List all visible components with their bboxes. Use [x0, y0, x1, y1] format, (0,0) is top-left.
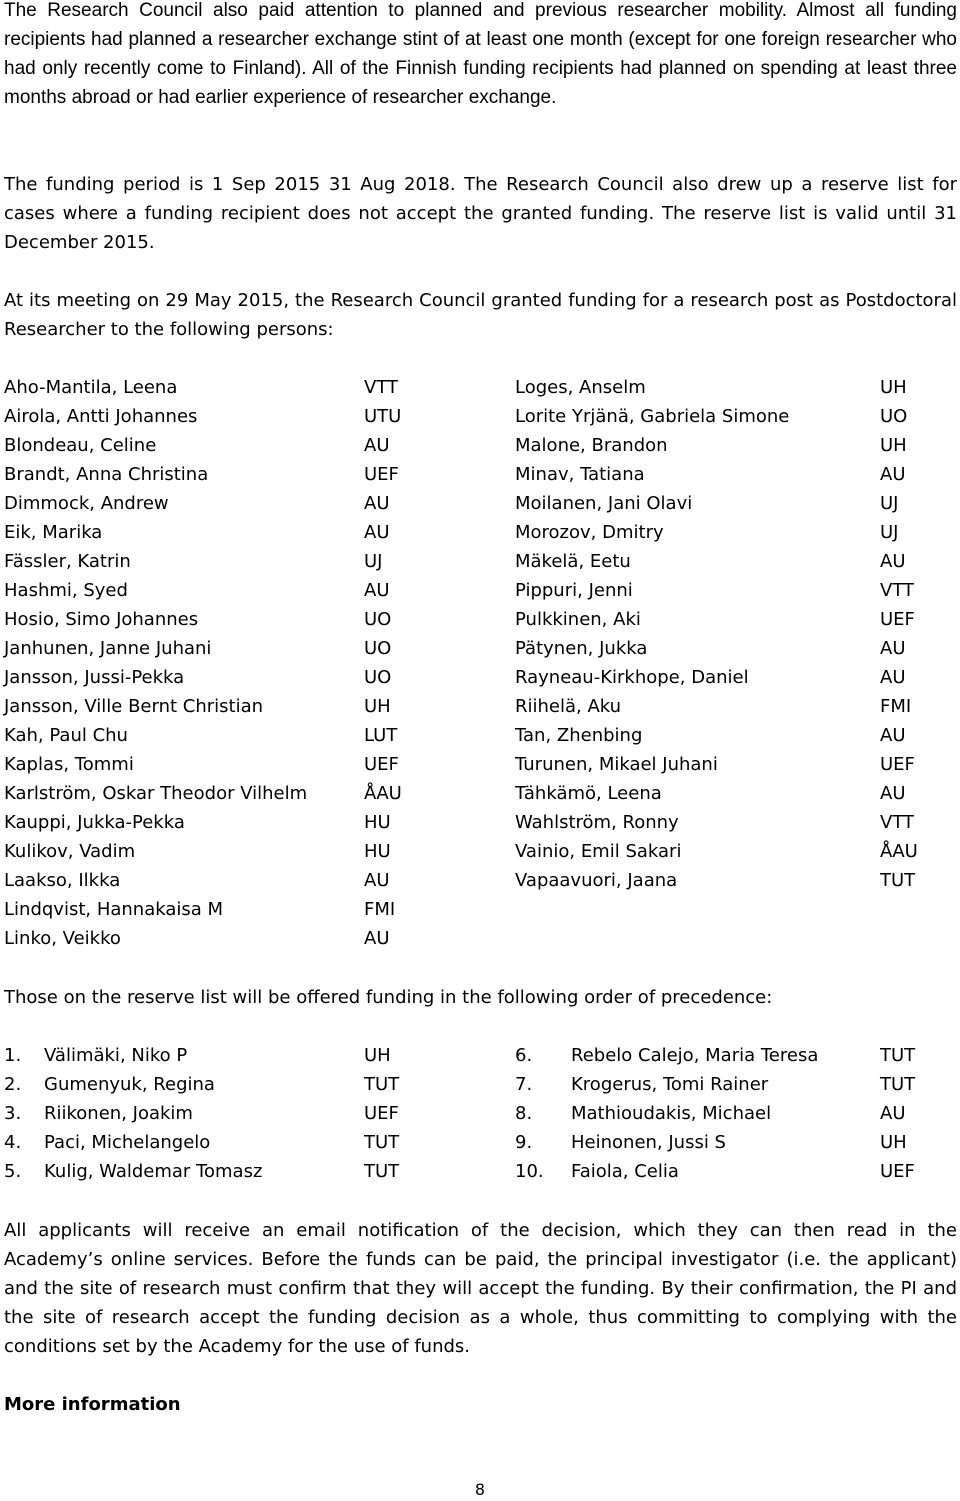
- reserve-rank: 4.: [4, 1132, 22, 1153]
- recipient-name: Tan, Zhenbing: [515, 725, 643, 746]
- recipient-name: Minav, Tatiana: [515, 464, 645, 485]
- table-row: [4, 721, 957, 750]
- reserve-organisation: TUT: [880, 1045, 916, 1066]
- reserve-rank: 3.: [4, 1103, 22, 1124]
- recipient-organisation: AU: [880, 638, 906, 659]
- table-row: [4, 1157, 957, 1186]
- reserve-name: Rebelo Calejo, Maria Teresa: [571, 1045, 819, 1066]
- reserve-rank: 10.: [515, 1161, 544, 1182]
- recipient-name: Dimmock, Andrew: [4, 493, 169, 514]
- recipient-organisation: AU: [880, 725, 906, 746]
- recipient-name: Pätynen, Jukka: [515, 638, 648, 659]
- table-row: [4, 576, 957, 605]
- recipient-name: Kaplas, Tommi: [4, 754, 134, 775]
- recipient-organisation: TUT: [880, 870, 916, 891]
- recipient-name: Morozov, Dmitry: [515, 522, 664, 543]
- recipient-name: Vapaavuori, Jaana: [515, 870, 678, 891]
- table-row: [4, 431, 957, 460]
- reserve-organisation: TUT: [364, 1074, 400, 1095]
- reserve-list-table: [4, 1041, 957, 1186]
- recipient-organisation: AU: [364, 522, 390, 543]
- recipient-name: Pulkkinen, Aki: [515, 609, 641, 630]
- recipient-organisation: AU: [364, 928, 390, 949]
- recipient-name: Kauppi, Jukka-Pekka: [4, 812, 185, 833]
- page-number: 8: [474, 1480, 486, 1499]
- recipient-organisation: VTT: [880, 580, 914, 601]
- recipient-name: Kah, Paul Chu: [4, 725, 128, 746]
- reserve-rank: 5.: [4, 1161, 22, 1182]
- recipient-organisation: UO: [364, 638, 392, 659]
- recipient-name: Kulikov, Vadim: [4, 841, 136, 862]
- recipient-organisation: UJ: [880, 493, 899, 514]
- recipient-organisation: UEF: [880, 609, 915, 630]
- recipient-organisation: VTT: [880, 812, 914, 833]
- reserve-name: Kulig, Waldemar Tomasz: [44, 1161, 263, 1182]
- notification-paragraph: All applicants will receive an email notification of the decision, which they can then read in the Academy’s online services. Before the funds can be paid, the principal investigator (i.e. the applicant) and the site of research must confirm that they will accept the funding. By their confirmation, the PI and the site of research accept the funding decision as a whole, thus committing to complying with the conditions set by the Academy for the use of funds.: [4, 1220, 957, 1357]
- recipient-organisation: AU: [880, 464, 906, 485]
- recipient-name: Loges, Anselm: [515, 377, 646, 398]
- recipient-organisation: UJ: [880, 522, 899, 543]
- recipient-name: Hosio, Simo Johannes: [4, 609, 199, 630]
- reserve-name: Heinonen, Jussi S: [571, 1132, 726, 1153]
- reserve-name: Riikonen, Joakim: [44, 1103, 193, 1124]
- reserve-organisation: UH: [880, 1132, 907, 1153]
- table-row: [4, 1099, 957, 1128]
- recipient-organisation: UH: [364, 696, 391, 717]
- recipient-name: Jansson, Jussi-Pekka: [4, 667, 185, 688]
- reserve-organisation: TUT: [364, 1132, 400, 1153]
- recipient-organisation: UTU: [364, 406, 402, 427]
- reserve-rank: 6.: [515, 1045, 533, 1066]
- recipient-name: Aho-Mantila, Leena: [4, 377, 178, 398]
- reserve-name: Faiola, Celia: [571, 1161, 679, 1182]
- recipient-name: Moilanen, Jani Olavi: [515, 493, 693, 514]
- recipient-organisation: HU: [364, 841, 391, 862]
- reserve-rank: 8.: [515, 1103, 533, 1124]
- recipient-name: Laakso, Ilkka: [4, 870, 121, 891]
- recipient-organisation: UEF: [880, 754, 915, 775]
- recipient-name: Tähkämö, Leena: [515, 783, 662, 804]
- table-row: [4, 634, 957, 663]
- recipient-name: Lindqvist, Hannakaisa M: [4, 899, 224, 920]
- recipient-organisation: UEF: [364, 464, 399, 485]
- table-row: [4, 1128, 957, 1157]
- reserve-name: Välimäki, Niko P: [44, 1045, 188, 1066]
- recipient-name: Eik, Marika: [4, 522, 103, 543]
- recipient-organisation: UJ: [364, 551, 383, 572]
- table-row: [4, 808, 957, 837]
- table-row: [4, 692, 957, 721]
- recipient-organisation: VTT: [364, 377, 398, 398]
- table-row: [4, 605, 957, 634]
- reserve-organisation: AU: [880, 1103, 906, 1124]
- recipient-organisation: AU: [880, 783, 906, 804]
- table-row: [4, 779, 957, 808]
- recipient-name: Mäkelä, Eetu: [515, 551, 631, 572]
- table-row: [4, 402, 957, 431]
- recipient-name: Karlström, Oskar Theodor Vilhelm: [4, 783, 308, 804]
- reserve-intro-paragraph: Those on the reserve list will be offered funding in the following order of precedence:: [4, 987, 773, 1008]
- recipient-organisation: UO: [880, 406, 908, 427]
- recipient-organisation: UH: [880, 435, 907, 456]
- recipient-name: Pippuri, Jenni: [515, 580, 633, 601]
- table-row: [4, 373, 957, 402]
- table-row: [4, 1070, 957, 1099]
- recipient-name: Hashmi, Syed: [4, 580, 128, 601]
- recipient-organisation: FMI: [880, 696, 912, 717]
- reserve-organisation: UEF: [364, 1103, 399, 1124]
- table-row: [4, 547, 957, 576]
- recipient-name: Turunen, Mikael Juhani: [515, 754, 718, 775]
- recipient-organisation: UEF: [364, 754, 399, 775]
- table-row: [4, 895, 957, 924]
- recipient-name: Wahlström, Ronny: [515, 812, 679, 833]
- reserve-organisation: UH: [364, 1045, 391, 1066]
- more-information-heading: More information: [4, 1394, 181, 1415]
- reserve-name: Paci, Michelangelo: [44, 1132, 211, 1153]
- recipient-name: Blondeau, Celine: [4, 435, 157, 456]
- recipient-organisation: HU: [364, 812, 391, 833]
- table-row: [4, 518, 957, 547]
- recipient-name: Riihelä, Aku: [515, 696, 622, 717]
- recipient-name: Brandt, Anna Christina: [4, 464, 209, 485]
- recipient-name: Fässler, Katrin: [4, 551, 131, 572]
- recipient-name: Rayneau-Kirkhope, Daniel: [515, 667, 749, 688]
- recipient-name: Jansson, Ville Bernt Christian: [4, 696, 264, 717]
- recipient-name: Vainio, Emil Sakari: [515, 841, 682, 862]
- recipient-name: Airola, Antti Johannes: [4, 406, 198, 427]
- recipient-organisation: AU: [364, 580, 390, 601]
- reserve-organisation: TUT: [364, 1161, 400, 1182]
- table-row: [4, 866, 957, 895]
- recipient-organisation: FMI: [364, 899, 396, 920]
- table-row: [4, 1041, 957, 1070]
- recipient-name: Janhunen, Janne Juhani: [4, 638, 212, 659]
- reserve-rank: 9.: [515, 1132, 533, 1153]
- recipient-name: Malone, Brandon: [515, 435, 668, 456]
- recipient-name: Linko, Veikko: [4, 928, 121, 949]
- recipient-organisation: ÅAU: [880, 841, 918, 862]
- recipient-organisation: AU: [364, 435, 390, 456]
- table-row: [4, 663, 957, 692]
- recipient-organisation: UO: [364, 667, 392, 688]
- table-row: [4, 837, 957, 866]
- funding-period-paragraph: The funding period is 1 Sep 2015 31 Aug 2018. The Research Council also drew up a reserve list for cases where a funding recipient does not accept the granted funding. The reserve list is valid until 31 December 2015.: [4, 174, 957, 253]
- reserve-name: Mathioudakis, Michael: [571, 1103, 772, 1124]
- meeting-paragraph: At its meeting on 29 May 2015, the Research Council granted funding for a research post as Postdoctoral Researcher to the following persons:: [4, 290, 957, 340]
- reserve-rank: 2.: [4, 1074, 22, 1095]
- table-row: [4, 489, 957, 518]
- reserve-rank: 7.: [515, 1074, 533, 1095]
- recipient-organisation: AU: [880, 551, 906, 572]
- reserve-organisation: UEF: [880, 1161, 915, 1182]
- recipient-organisation: AU: [880, 667, 906, 688]
- reserve-name: Gumenyuk, Regina: [44, 1074, 215, 1095]
- reserve-organisation: TUT: [880, 1074, 916, 1095]
- mobility-paragraph: The Research Council also paid attention to planned and previous researcher mobility. Almost all funding recipients had planned a researcher exchange stint of at least one month (except for one foreign researcher who had only recently come to Finland). All of the Finnish funding recipients had planned on spending at least three months abroad or had earlier experience of researcher exchange.: [4, 0, 957, 108]
- recipient-organisation: LUT: [364, 725, 398, 746]
- reserve-name: Krogerus, Tomi Rainer: [571, 1074, 769, 1095]
- recipient-organisation: UH: [880, 377, 907, 398]
- recipient-name: Lorite Yrjänä, Gabriela Simone: [515, 406, 790, 427]
- recipient-organisation: AU: [364, 870, 390, 891]
- recipient-organisation: ÅAU: [364, 783, 402, 804]
- table-row: [4, 460, 957, 489]
- recipients-table: [4, 373, 957, 953]
- recipient-organisation: AU: [364, 493, 390, 514]
- table-row: [4, 924, 957, 953]
- table-row: [4, 750, 957, 779]
- recipient-organisation: UO: [364, 609, 392, 630]
- reserve-rank: 1.: [4, 1045, 22, 1066]
